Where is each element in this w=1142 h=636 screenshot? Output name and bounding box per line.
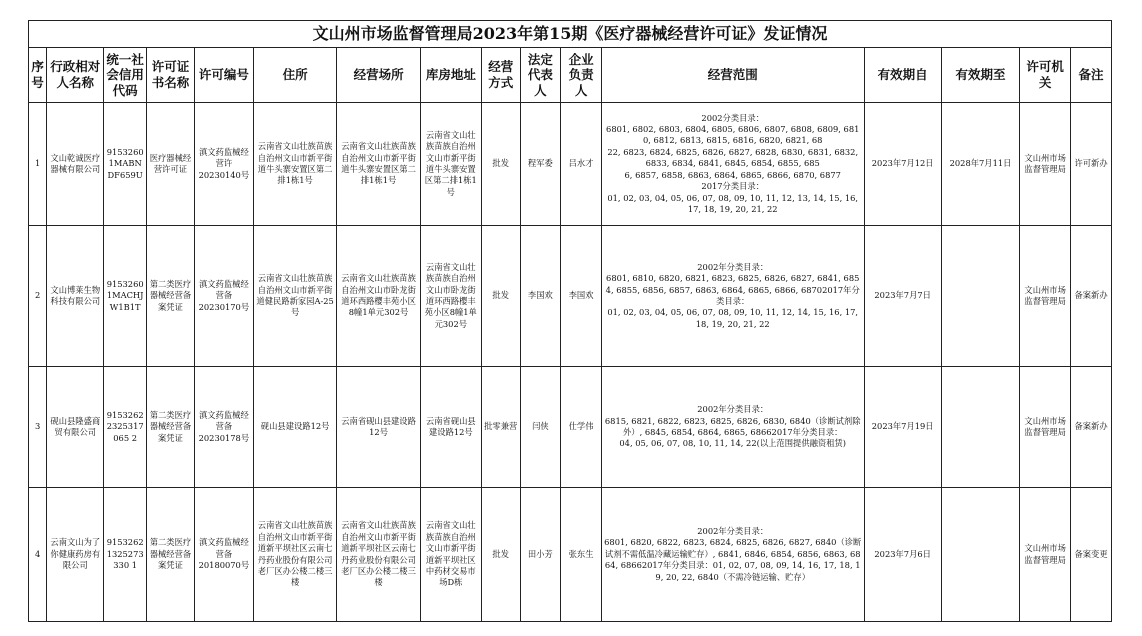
cell-authority: 文山州市场监督管理局 [1020, 226, 1071, 367]
header-valid-to: 有效期至 [941, 48, 1019, 103]
cell-seq: 1 [29, 103, 47, 226]
cell-name: 文山乾诚医疗器械有限公司 [47, 103, 104, 226]
table-row [29, 488, 1112, 622]
cell-cert-name: 第二类医疗器械经营备案凭证 [147, 367, 195, 488]
cell-scope [601, 367, 864, 488]
cell-name: 文山博莱生物科技有限公司 [47, 226, 104, 367]
header-business-place: 经营场所 [337, 48, 420, 103]
cell-address: 云南省文山壮族苗族自治州文山市新平街道健民路新家园A-25号 [253, 226, 336, 367]
scope-text: 2002年分类目录： 6815, 6821, 6822, 6823, 6825, 6826, 6830, 6840（诊断试剂除外）, 6845, 6854, 6864, 6865, 68662017年分类目录： 04, 05, 06, 07, 08, 10, 11, 14, 22(以上范围提供融资租赁) [604, 404, 861, 449]
cell-scope [601, 488, 864, 622]
cell-warehouse: 云南省文山壮族苗族自治州文山市卧龙街道环西路樱丰苑小区8幢1单元302号 [420, 226, 481, 367]
header-manager: 企业负责人 [561, 48, 602, 103]
cell-license-no: 滇文药监械经营备20230170号 [194, 226, 253, 367]
cell-legal-rep: 李国欢 [520, 226, 561, 367]
cell-license-no: 滇文药监械经营许20230140号 [194, 103, 253, 226]
cell-business-place: 云南省文山壮族苗族自治州文山市卧龙街道环西路樱丰苑小区8幢1单元302号 [337, 226, 420, 367]
cell-remark: 许可新办 [1071, 103, 1112, 226]
scope-text: 2002年分类目录： 6801, 6810, 6820, 6821, 6823, 6825, 6826, 6827, 6841, 6854, 6855, 6856, 6857, 6863, 6864, 6865, 6866, 68702017年分类目录： 01, 02, 03, 04, 05, 06, 07, 08, 09, 10, 11, 12, 14, 15, 16, 17, 18, 19, 20, 21, 22 [605, 261, 860, 329]
header-authority: 许可机关 [1020, 48, 1071, 103]
cell-name: 砚山县隆盛商贸有限公司 [47, 367, 104, 488]
header-credit-code: 统一社会信用代码 [104, 48, 147, 103]
header-scope: 经营范围 [601, 48, 864, 103]
cell-valid-from: 2023年7月6日 [864, 488, 941, 622]
cell-valid-to: 2028年7月11日 [941, 103, 1019, 226]
cell-remark: 备案新办 [1071, 226, 1112, 367]
cell-legal-rep: 程军委 [520, 103, 561, 226]
cell-license-no: 滇文药监械经营备20230178号 [194, 367, 253, 488]
cell-seq: 2 [29, 226, 47, 367]
cell-authority: 文山州市场监督管理局 [1020, 488, 1071, 622]
cell-mode: 批发 [481, 488, 520, 622]
header-cert-name: 许可证书名称 [147, 48, 195, 103]
cell-credit-code: 91532621325273330 1 [104, 488, 147, 622]
header-license-no: 许可编号 [194, 48, 253, 103]
header-warehouse: 库房地址 [420, 48, 481, 103]
cell-business-place: 云南省文山壮族苗族自治州文山市新平街道新平坝社区云南七丹药业股份有限公司老厂区办公楼二楼三楼 [337, 488, 420, 622]
cell-cert-name: 医疗器械经营许可证 [147, 103, 195, 226]
cell-manager: 仕学伟 [561, 367, 602, 488]
header-row [29, 48, 1112, 103]
cell-legal-rep: 田小芳 [520, 488, 561, 622]
cell-valid-from: 2023年7月12日 [864, 103, 941, 226]
cell-remark: 备案新办 [1071, 367, 1112, 488]
header-valid-from: 有效期自 [864, 48, 941, 103]
header-legal-rep: 法定代表人 [520, 48, 561, 103]
cell-manager: 张东生 [561, 488, 602, 622]
cell-scope [601, 226, 864, 367]
cell-valid-from: 2023年7月19日 [864, 367, 941, 488]
cell-address: 砚山县建设路12号 [253, 367, 336, 488]
cell-warehouse: 云南省砚山县建设路12号 [420, 367, 481, 488]
cell-valid-to [941, 226, 1019, 367]
document-page [28, 20, 1112, 622]
document-title: 文山州市场监督管理局2023年第15期《医疗器械经营许可证》发证情况 [29, 21, 1112, 48]
cell-address: 云南省文山壮族苗族自治州文山市新平街道新平坝社区云南七丹药业股份有限公司老厂区办公楼二楼三楼 [253, 488, 336, 622]
header-name: 行政相对人名称 [47, 48, 104, 103]
header-address: 住所 [253, 48, 336, 103]
cell-valid-to [941, 488, 1019, 622]
scope-text: 2002年分类目录： 6801, 6820, 6822, 6823, 6824, 6825, 6826, 6827, 6840（诊断试剂不需低温冷藏运输贮存）, 6841, 6846, 6854, 6856, 6863, 6864, 68662017年分类目录：01, 02, 07, 08, 09, 14, 16, 17, 18, 19, 20, 22, 6840（不需冷链运输、贮存） [604, 525, 862, 582]
header-remark: 备注 [1071, 48, 1112, 103]
cell-authority: 文山州市场监督管理局 [1020, 103, 1071, 226]
cell-remark: 备案变更 [1071, 488, 1112, 622]
cell-credit-code: 91532601MACHJW1B1T [104, 226, 147, 367]
table-row [29, 226, 1112, 367]
cell-license-no: 滇文药监械经营备20180070号 [194, 488, 253, 622]
cell-warehouse: 云南省文山壮族苗族自治州文山市新平街道新平坝社区中药材交易市场D栋 [420, 488, 481, 622]
cell-business-place: 云南省砚山县建设路12号 [337, 367, 420, 488]
cell-credit-code: 91532601MABNDF659U [104, 103, 147, 226]
table-row [29, 103, 1112, 226]
cell-mode: 批零兼营 [481, 367, 520, 488]
license-table [28, 20, 1112, 622]
cell-authority: 文山州市场监督管理局 [1020, 367, 1071, 488]
cell-name: 云南文山为了你健康药房有限公司 [47, 488, 104, 622]
cell-mode: 批发 [481, 226, 520, 367]
cell-valid-from: 2023年7月7日 [864, 226, 941, 367]
cell-manager: 李国欢 [561, 226, 602, 367]
header-mode: 经营方式 [481, 48, 520, 103]
header-seq: 序号 [29, 48, 47, 103]
cell-credit-code: 91532622325317065 2 [104, 367, 147, 488]
cell-warehouse: 云南省文山壮族苗族自治州文山市新平街道牛头寨安置区第二排1栋1号 [420, 103, 481, 226]
cell-mode: 批发 [481, 103, 520, 226]
cell-manager: 吕水才 [561, 103, 602, 226]
cell-seq: 4 [29, 488, 47, 622]
cell-seq: 3 [29, 367, 47, 488]
cell-cert-name: 第二类医疗器械经营备案凭证 [147, 226, 195, 367]
cell-cert-name: 第二类医疗器械经营备案凭证 [147, 488, 195, 622]
cell-address: 云南省文山壮族苗族自治州文山市新平街道牛头寨安置区第二排1栋1号 [253, 103, 336, 226]
cell-business-place: 云南省文山壮族苗族自治州文山市新平街道牛头寨安置区第二排1栋1号 [337, 103, 420, 226]
table-row [29, 367, 1112, 488]
cell-scope [601, 103, 864, 226]
scope-text: 2002分类目录： 6801, 6802, 6803, 6804, 6805, 6806, 6807, 6808, 6809, 6810, 6812, 6813, 6815, 6816, 6820, 6821, 68 22, 6823, 6824, 6825, 6826, 6827, 6828, 6830, 6831, 6832, 6833, 6834, 6841, 6845, 6854, 6855, 685 6, 6857, 6858, 6863, 6864, 6865, 6866, 6870, 6877 2017分类目录： 01, 02, 03, 04, 05, 06, 07, 08, 09, 10, 11, 12, 13, 14, 15, 16, 17, 18, 19, 20, 21, 22 [606, 112, 860, 215]
cell-legal-rep: 闫侠 [520, 367, 561, 488]
cell-valid-to [941, 367, 1019, 488]
